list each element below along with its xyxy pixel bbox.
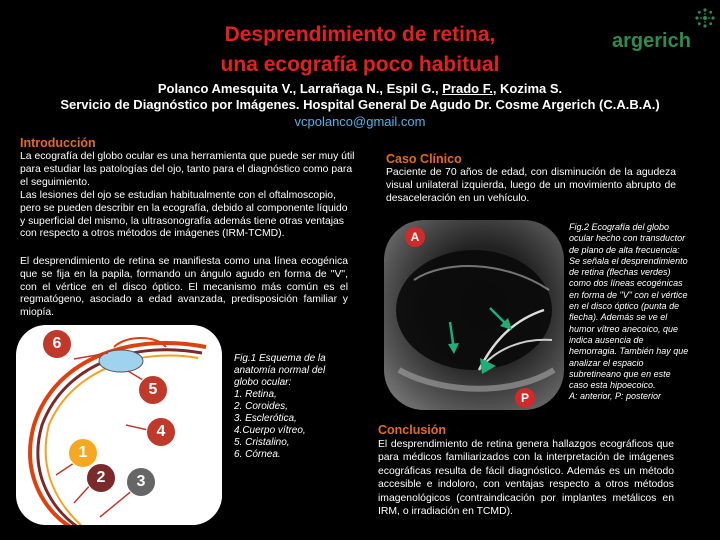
fig2-caption-line: en el disco óptico (punta de (569, 301, 680, 312)
fig2-caption-line: de retina (flechas verdes) (569, 267, 671, 278)
institution-line: Servicio de Diagnóstico por Imágenes. Hospital General De Agudo Dr. Cosme Argerich (C.A.B.A.) (60, 97, 660, 112)
fig2-caption-line: Fig.2 Ecografía del globo (569, 222, 670, 232)
fig2-caption-line: humor vítreo anecoico, que (569, 323, 679, 334)
fig1-caption-line: 3. Esclerótica, (234, 413, 297, 424)
fig1-caption (234, 353, 354, 461)
fig2-caption-line: como dos líneas ecogénicas (569, 278, 683, 289)
fig2-caption-line: en forma de "V" con el vértice (569, 289, 688, 300)
fig2-caption-line: caso esta hipoecoico. (569, 380, 656, 391)
fig1-caption-line: 4.Cuerpo vítreo, (234, 425, 306, 436)
argerich-flower-logo-icon (694, 7, 716, 29)
contact-email[interactable]: vcpolanco@gmail.com (294, 114, 426, 129)
intro-para3: El desprendimiento de retina se manifiesta como una línea ecogénica que se fija en la papila, formando un ángulo agudo en forma de "V", con el vértice en el disco óptico. El mecanismo más común es el regmatógeno, asociado a edad avanzada, predisposición familiar y miopía. (20, 256, 348, 319)
eye-label-vitreous: 4 (146, 417, 176, 447)
authors-underlined: Prado F. (442, 81, 493, 96)
conclusion-title: Conclusión (378, 423, 447, 437)
caso-text: Paciente de 70 años de edad, con disminución de la agudeza visual unilateral izquierda, luego de un movimiento abrupto de desaceleración en un vehículo. (386, 167, 676, 204)
intro-para1: La ecografía del globo ocular es una herramienta que puede ser muy útil para estudiar las patologías del ojo, tanto para el diagnóstico como para el seguimiento. (20, 151, 355, 188)
fig2-caption-line: indica ausencia de (569, 334, 644, 345)
intro-title: Introducción (20, 136, 96, 150)
authors-pre: Polanco Amesquita V., Larrañaga N., Espil G., (157, 81, 443, 96)
fig1-caption-line: 1. Retina, (234, 389, 277, 400)
fig2-caption-line: Se señala el desprendimiento (569, 255, 688, 266)
eye-label-cornea: 6 (42, 329, 72, 359)
eye-label-retina: 1 (68, 438, 98, 468)
intro-para2: Las lesiones del ojo se estudian habitualmente con el oftalmoscopio, pero se pueden describir en la ecografía, debido al componente líquido y superficial del mismo, la ultrasonografía además tiene otras ventajas con respecto a otros métodos de imágenes (IRM-TCMD). (20, 190, 348, 240)
conclusion-text: El desprendimiento de retina genera hallazgos ecográficos que para médicos familiarizados con la interpretación de imágenes ecográficas resulta de fácil diagnóstico. Además es un método accesible e indoloro, con ventajas respecto a otros métodos imagenológicos (contraindicación por implantes metálicos en IRM, o irradiación en TCMD). (378, 439, 674, 518)
authors-line (0, 80, 720, 97)
fig2-caption (569, 222, 711, 403)
poster-title-line1: Desprendimiento de retina, (224, 23, 496, 46)
ultrasound-image (384, 220, 564, 410)
eye-label-lens: 5 (138, 375, 168, 405)
argerich-logo-text: argerich (612, 30, 691, 52)
fig2-caption-line: de plano de alta frecuencia: (569, 244, 680, 255)
fig1-caption-line: 6. Córnea. (234, 449, 281, 460)
ultrasound-label-anterior: A (405, 227, 425, 247)
fig1-caption-line: anatomía normal del (234, 365, 326, 376)
fig1-caption-line: globo ocular: (234, 377, 292, 388)
fig1-caption-line: 5. Cristalino, (234, 437, 290, 448)
eye-anatomy-diagram (16, 325, 222, 525)
fig2-caption-line: flecha). Además se ve el (569, 312, 668, 323)
eye-label-choroid: 2 (86, 463, 116, 493)
fig2-caption-line: subretineano que en este (569, 368, 671, 379)
fig2-caption-line: hemorragia. También hay que (569, 346, 689, 357)
ultrasound-label-posterior: P (515, 388, 535, 408)
fig1-caption-line: Fig.1 Esquema de la (234, 353, 326, 364)
fig1-caption-line: 2. Coroides, (234, 401, 288, 412)
authors-post: , Kozima S. (492, 81, 563, 96)
fig2-caption-line: A: anterior, P: posterior (569, 391, 662, 402)
fig2-caption-line: analizar el espacio (569, 357, 644, 368)
eye-label-sclera: 3 (126, 467, 156, 497)
ultrasound-svg (384, 220, 564, 410)
poster-title-line2: una ecografía poco habitual (220, 53, 500, 76)
fig2-caption-line: ocular hecho con transductor (569, 233, 686, 244)
caso-title: Caso Clínico (386, 152, 462, 166)
